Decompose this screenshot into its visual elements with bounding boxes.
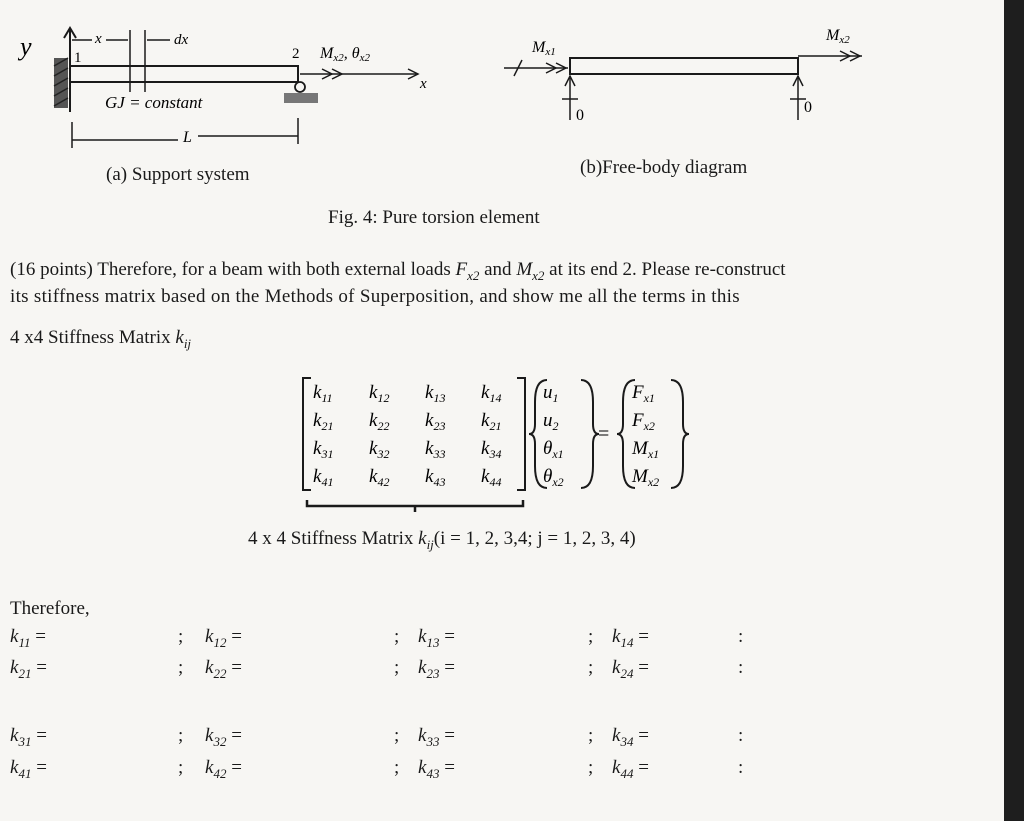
force-entry: $F_{x1}$ — [632, 382, 655, 405]
answer-separator: ; — [588, 757, 594, 778]
answer-row-end: : — [738, 757, 744, 778]
answer-k14: $k_{14}$ = — [612, 626, 649, 650]
matrix-entry-k41: $k_{41}$ — [313, 466, 334, 489]
answer-k31: $k_{31}$ = — [10, 725, 47, 749]
end-moment-label: Mx2, θx2 — [320, 45, 370, 64]
answer-separator: ; — [178, 725, 184, 746]
answer-k42: $k_{42}$ = — [205, 757, 242, 781]
answer-k33: $k_{33}$ = — [418, 725, 455, 749]
answer-k24: $k_{24}$ = — [612, 657, 649, 681]
problem-line-3: 4 x4 Stiffness Matrix $k_{ij}$ — [10, 327, 192, 351]
stiffness-matrix-equation — [295, 372, 695, 517]
matrix-entry-k21: $k_{21}$ — [313, 410, 334, 433]
answer-row-end: : — [738, 657, 744, 678]
answer-separator: ; — [394, 757, 400, 778]
x-axis-label: x — [420, 76, 427, 92]
matrix-left-bracket — [303, 378, 311, 490]
force-entry: $F_{x2}$ — [632, 410, 655, 433]
left-reaction-zero: 0 — [576, 107, 584, 124]
matrix-entry-k23: $k_{23}$ — [425, 410, 446, 433]
support-caption: (a) Support system — [106, 164, 250, 185]
gj-label: GJ = constant — [105, 93, 203, 112]
therefore-label: Therefore, — [10, 598, 90, 619]
answer-separator: ; — [178, 657, 184, 678]
answer-k44: $k_{44}$ = — [612, 757, 649, 781]
displacement-entry: $\theta_{x2}$ — [543, 466, 564, 489]
node-2-label: 2 — [292, 46, 300, 62]
problem-line-1: (16 points) Therefore, for a beam with both external loads $F_{x2}$ and $M_{x2}$ at its end 2. Please re-construct — [10, 259, 786, 283]
roller-support — [295, 82, 305, 92]
matrix-underbrace — [307, 500, 523, 512]
matrix-entry-k32: $k_{32}$ — [369, 438, 390, 461]
matrix-entry-k12: $k_{12}$ — [369, 382, 390, 405]
answer-k12: $k_{12}$ = — [205, 626, 242, 650]
answer-k32: $k_{32}$ = — [205, 725, 242, 749]
answer-row-end: : — [738, 626, 744, 647]
answer-separator: ; — [588, 725, 594, 746]
matrix-entry-k34: $k_{34}$ — [481, 438, 502, 461]
roller-ground — [284, 93, 318, 103]
matrix-entry-k44: $k_{44}$ — [481, 466, 502, 489]
matrix-entry-k24: $k_{21}$ — [481, 410, 502, 433]
matrix-entry-k13: $k_{13}$ — [425, 382, 446, 405]
answer-separator: ; — [588, 657, 594, 678]
beam — [70, 66, 298, 82]
displacement-entry: $u_1$ — [543, 382, 559, 405]
force-entry: $M_{x2}$ — [632, 466, 660, 489]
answer-separator: ; — [178, 626, 184, 647]
answer-k41: $k_{41}$ = — [10, 757, 47, 781]
answer-k43: $k_{43}$ = — [418, 757, 455, 781]
disp-right-brace — [581, 380, 599, 488]
y-axis-label: y — [20, 32, 32, 61]
right-reaction-zero: 0 — [804, 99, 812, 116]
matrix-entry-k42: $k_{42}$ — [369, 466, 390, 489]
matrix-entry-k22: $k_{22}$ — [369, 410, 390, 433]
problem-line-2: its stiffness matrix based on the Methods of Superposition, and show me all the terms in this — [10, 286, 740, 307]
displacement-entry: $u_2$ — [543, 410, 559, 433]
answer-separator: ; — [394, 725, 400, 746]
displacement-entry: $\theta_{x1}$ — [543, 438, 564, 461]
figure-caption: Fig. 4: Pure torsion element — [328, 207, 540, 228]
fbd-beam — [570, 58, 798, 74]
answer-row-end: : — [738, 725, 744, 746]
answer-k23: $k_{23}$ = — [418, 657, 455, 681]
answer-separator: ; — [394, 626, 400, 647]
matrix-label: 4 x 4 Stiffness Matrix $k_{ij}(i = 1$, 2, 3,4; j = 1, 2, 3, 4) — [248, 528, 636, 552]
matrix-equals-sign: = — [598, 423, 610, 445]
dx-label: dx — [174, 32, 189, 48]
answer-separator: ; — [394, 657, 400, 678]
answer-separator: ; — [588, 626, 594, 647]
matrix-entry-k11: $k_{11}$ — [313, 382, 333, 405]
answer-k22: $k_{22}$ = — [205, 657, 242, 681]
answer-k11: $k_{11}$ = — [10, 626, 46, 650]
answer-k13: $k_{13}$ = — [418, 626, 455, 650]
x-dimension-label: x — [95, 31, 102, 47]
force-right-brace — [671, 380, 689, 488]
matrix-entry-k43: $k_{43}$ — [425, 466, 446, 489]
matrix-entry-k14: $k_{14}$ — [481, 382, 502, 405]
matrix-entry-k33: $k_{33}$ — [425, 438, 446, 461]
force-entry: $M_{x1}$ — [632, 438, 660, 461]
m-x1-label: Mx1 — [532, 39, 556, 58]
matrix-entry-k31: $k_{31}$ — [313, 438, 334, 461]
m-x2-label: Mx2 — [826, 27, 850, 46]
length-label: L — [183, 129, 192, 146]
free-body-diagram — [490, 0, 870, 165]
node-1-label: 1 — [74, 50, 82, 66]
answer-k21: $k_{21}$ = — [10, 657, 47, 681]
fbd-caption: (b)Free-body diagram — [580, 157, 748, 178]
matrix-right-bracket — [517, 378, 525, 490]
answer-separator: ; — [178, 757, 184, 778]
answer-k34: $k_{34}$ = — [612, 725, 649, 749]
support-system-figure — [0, 0, 470, 165]
